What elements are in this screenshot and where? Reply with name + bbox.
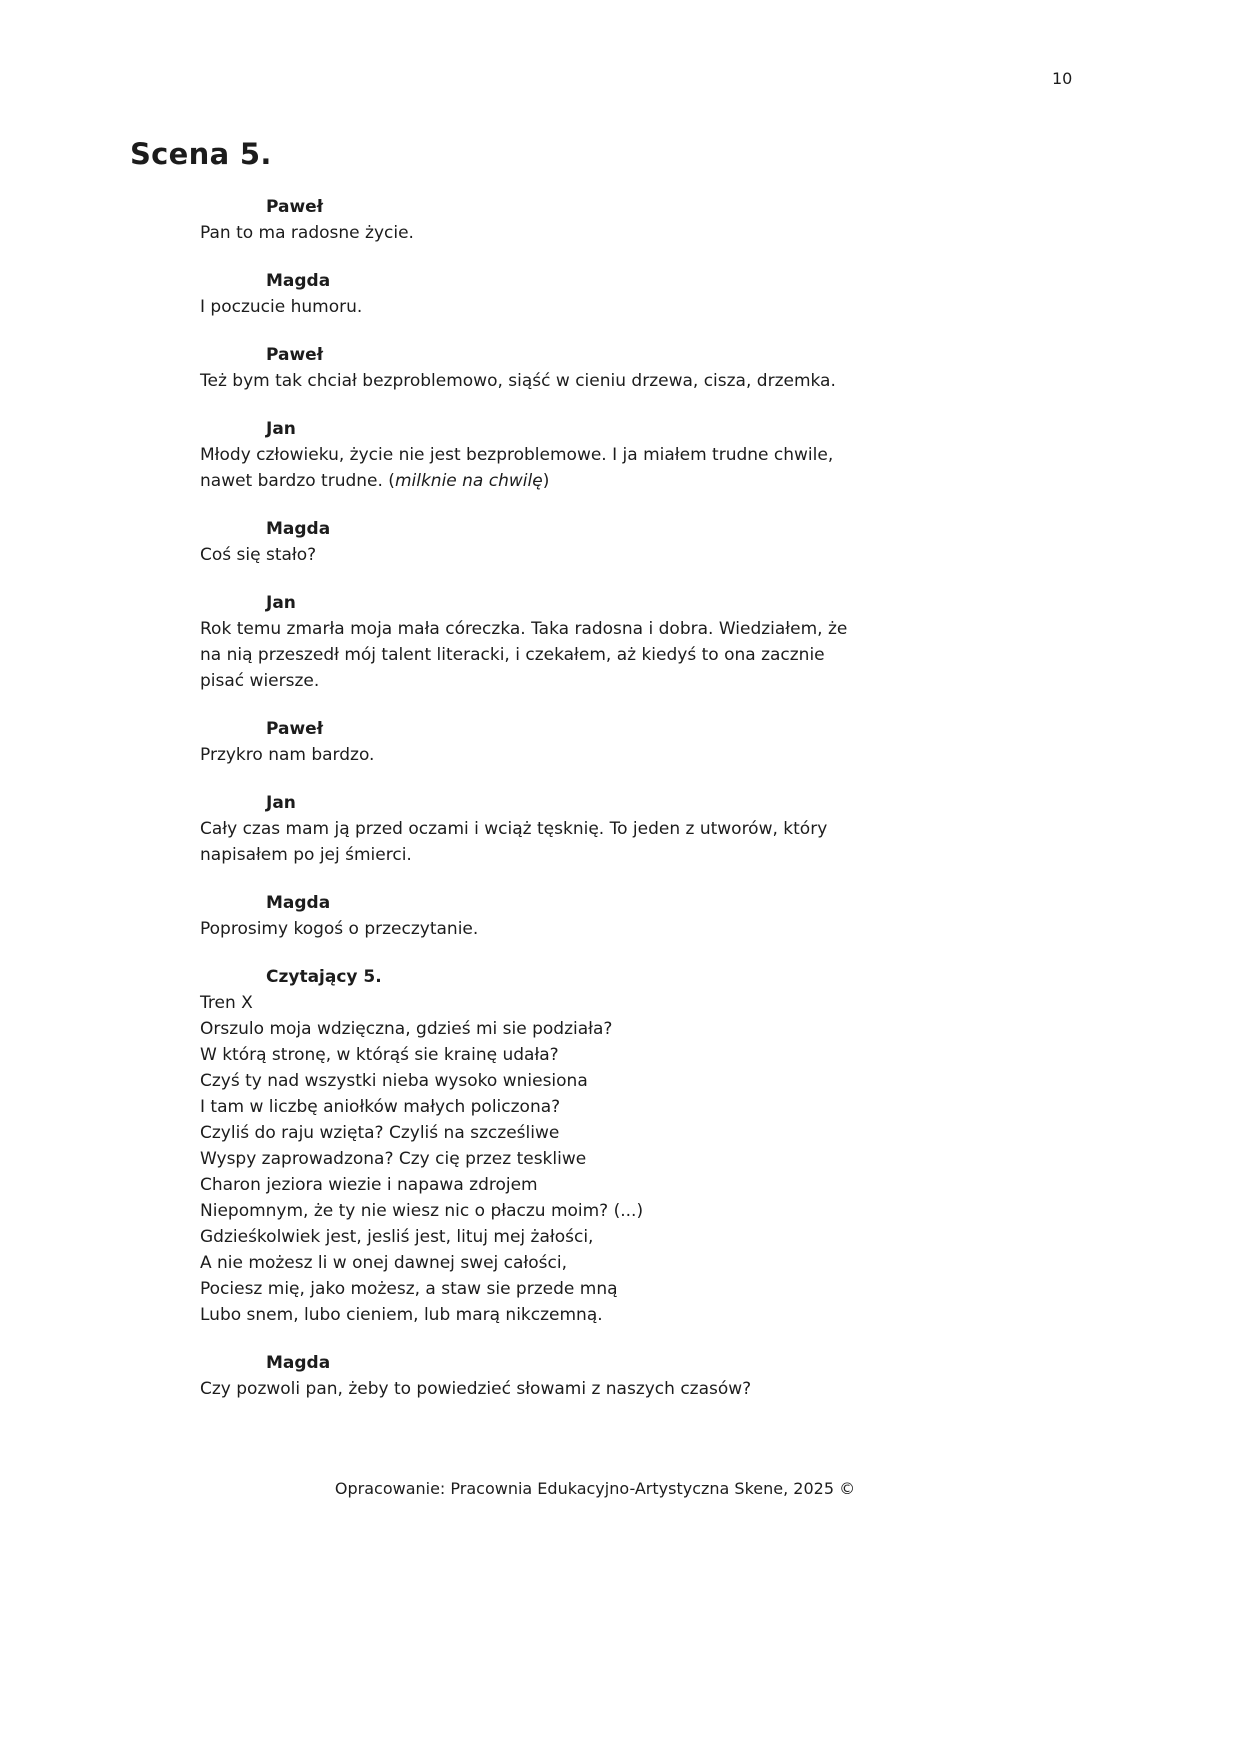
speaker-name: Paweł <box>266 345 324 365</box>
dialogue-line: W którą stronę, w którąś sie krainę udała? <box>200 1045 559 1065</box>
dialogue-line: Też bym tak chciał bezproblemowo, siąść w cieniu drzewa, cisza, drzemka. <box>200 371 836 391</box>
dialogue-block <box>200 964 1040 1328</box>
dialogue-block <box>200 890 1040 942</box>
dialogue <box>200 194 1040 1402</box>
dialogue-line: napisałem po jej śmierci. <box>200 845 412 865</box>
dialogue-line: Czy pozwoli pan, żeby to powiedzieć słowami z naszych czasów? <box>200 1379 752 1399</box>
dialogue-line: Coś się stało? <box>200 545 317 565</box>
dialogue-line: Przykro nam bardzo. <box>200 745 375 765</box>
dialogue-block <box>200 342 1040 394</box>
dialogue-block <box>200 716 1040 768</box>
dialogue-block <box>200 590 1040 694</box>
speaker-name: Magda <box>266 271 331 291</box>
dialogue-line: Gdzieśkolwiek jest, jesliś jest, lituj mej żałości, <box>200 1227 594 1247</box>
speaker-name: Jan <box>266 593 296 613</box>
dialogue-line: A nie możesz li w onej dawnej swej całości, <box>200 1253 567 1273</box>
footer-text: Opracowanie: Pracownia Edukacyjno-Artystyczna Skene, 2025 © <box>334 1479 856 1498</box>
speaker-name: Paweł <box>266 197 324 217</box>
scene-title: Scena 5. <box>130 137 272 171</box>
dialogue-line: Charon jeziora wiezie i napawa zdrojem <box>200 1175 538 1195</box>
speaker-name: Paweł <box>266 719 324 739</box>
dialogue-line: Czyliś do raju wzięta? Czyliś na szcześliwe <box>200 1123 560 1143</box>
page-number: 10 <box>1052 69 1073 88</box>
dialogue-line: Lubo snem, lubo cieniem, lub marą nikczemną. <box>200 1305 603 1325</box>
dialogue-line: na nią przeszedł mój talent literacki, i czekałem, aż kiedyś to ona zacznie <box>200 645 825 665</box>
speaker-name: Jan <box>266 419 296 439</box>
dialogue-line: I tam w liczbę aniołków małych policzona? <box>200 1097 561 1117</box>
dialogue-line: Orszulo moja wdzięczna, gdzieś mi sie podziała? <box>200 1019 613 1039</box>
dialogue-block <box>200 194 1040 246</box>
dialogue-line: Cały czas mam ją przed oczami i wciąż tęsknię. To jeden z utworów, który <box>200 819 828 839</box>
dialogue-block <box>200 416 1040 494</box>
speaker-name: Magda <box>266 519 331 539</box>
dialogue-line: Poprosimy kogoś o przeczytanie. <box>200 919 479 939</box>
dialogue-line: pisać wiersze. <box>200 671 320 691</box>
dialogue-line: Pan to ma radosne życie. <box>200 223 414 243</box>
dialogue-line: Młody człowieku, życie nie jest bezproblemowe. I ja miałem trudne chwile, <box>200 445 834 465</box>
dialogue-line: Tren X <box>200 993 253 1013</box>
speaker-name: Magda <box>266 1353 331 1373</box>
speaker-name: Magda <box>266 893 331 913</box>
speaker-name: Czytający 5. <box>266 967 382 987</box>
dialogue-line: Niepomnym, że ty nie wiesz nic o płaczu moim? (...) <box>200 1201 644 1221</box>
speaker-name: Jan <box>266 793 296 813</box>
dialogue-block <box>200 516 1040 568</box>
dialogue-line: Pociesz mię, jako możesz, a staw sie przede mną <box>200 1279 618 1299</box>
dialogue-line: Rok temu zmarła moja mała córeczka. Taka radosna i dobra. Wiedziałem, że <box>200 619 848 639</box>
dialogue-line: Czyś ty nad wszystki nieba wysoko wniesiona <box>200 1071 588 1091</box>
dialogue-line: nawet bardzo trudne. (milknie na chwilę) <box>200 471 550 491</box>
dialogue-line: I poczucie humoru. <box>200 297 363 317</box>
dialogue-block <box>200 268 1040 320</box>
dialogue-line: Wyspy zaprowadzona? Czy cię przez teskliwe <box>200 1149 587 1169</box>
dialogue-block <box>200 1350 1040 1402</box>
dialogue-block <box>200 790 1040 868</box>
